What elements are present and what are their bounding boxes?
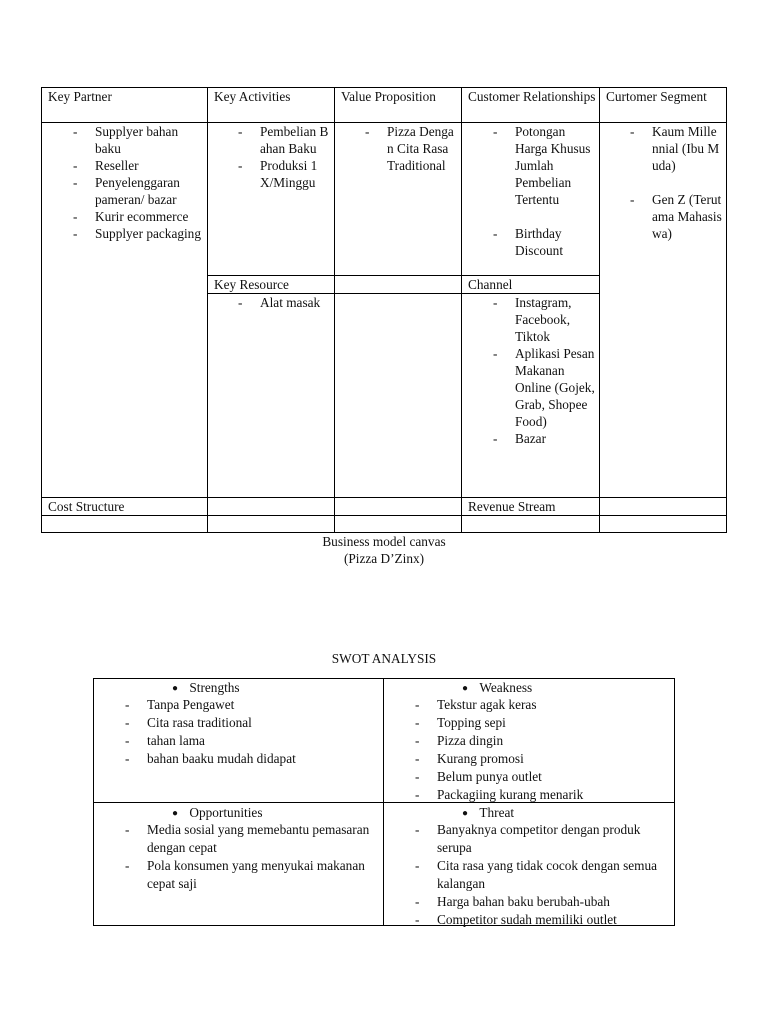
bullet-icon: ● [172, 683, 179, 694]
list-item: - Potongan Harga Khusus Jumlah Pembelian Tertentu [493, 124, 591, 207]
swot-strengths-list [125, 696, 377, 768]
list-item: - Packagiing kurang menarik [415, 787, 584, 802]
list-item: - Supplyer packaging [73, 226, 201, 241]
swot-title: SWOT ANALYSIS [331, 651, 437, 666]
bmc-caption-title: Business model canvas [322, 534, 446, 549]
header-key-activities: Key Activities [214, 89, 291, 104]
bullet-icon: ● [462, 808, 469, 819]
list-item: - Topping sepi [415, 715, 506, 730]
header-revenue-stream: Revenue Stream [468, 499, 556, 514]
header-customer-segment: Curtomer Segment [606, 89, 707, 104]
swot-opportunities-heading: ● Opportunities [172, 805, 263, 820]
list-item: - Kurang promosi [415, 751, 524, 766]
list-item: - Penyelenggaran pameran/ bazar [73, 175, 180, 207]
key-partner-list [73, 123, 203, 242]
header-customer-relationships: Customer Relationships [468, 89, 596, 104]
value-proposition-list [365, 123, 457, 174]
list-item: - Competitor sudah memiliki outlet [415, 912, 617, 927]
bmc-caption-subtitle: (Pizza D’Zinx) [343, 551, 425, 566]
list-item: - bahan baaku mudah didapat [125, 751, 296, 766]
swot-threat-heading: ● Threat [462, 805, 515, 820]
list-item: - Gen Z (Terutama Mahasiswa) [630, 192, 722, 241]
list-item: - Kaum Millennial (Ibu Muda) [630, 124, 720, 173]
list-item: - Belum punya outlet [415, 769, 542, 784]
list-item: - tahan lama [125, 733, 205, 748]
customer-relationships-list [493, 123, 595, 259]
list-item: - Kurir ecommerce [73, 209, 189, 224]
list-item: - Bazar [493, 431, 547, 446]
list-item: - Tanpa Pengawet [125, 697, 235, 712]
header-channel: Channel [468, 277, 513, 292]
swot-opportunities-list [125, 821, 372, 893]
key-activities-list [238, 123, 330, 191]
list-item: - Produksi 1X/Minggu [238, 158, 318, 190]
list-item: - Cita rasa traditional [125, 715, 252, 730]
list-item: - Media sosial yang memebantu pemasaran dengan cepat [125, 822, 370, 855]
list-item: - Pola konsumen yang menyukai makanan cepat saji [125, 858, 365, 891]
list-item: - Pizza dingin [415, 733, 504, 748]
swot-weakness-heading: ● Weakness [462, 680, 533, 695]
list-item: - Reseller [73, 158, 139, 173]
list-item: - Instagram, Facebook, Tiktok [493, 295, 572, 344]
bullet-icon: ● [172, 808, 179, 819]
customer-segment-list [630, 123, 722, 242]
list-item: - Birthday Discount [493, 226, 564, 258]
list-item: - Supplyer bahan baku [73, 124, 179, 156]
header-value-proposition: Value Proposition [341, 89, 436, 104]
list-item: - Alat masak [238, 295, 321, 310]
header-key-resource: Key Resource [214, 277, 289, 292]
header-cost-structure: Cost Structure [48, 499, 125, 514]
list-item: - Harga bahan baku berubah-ubah [415, 894, 610, 909]
channel-list [493, 294, 595, 447]
key-resource-list [238, 294, 330, 311]
list-item: - Tekstur agak keras [415, 697, 537, 712]
list-item: - Pembelian Bahan Baku [238, 124, 329, 156]
list-item: - Aplikasi Pesan Makanan Online (Gojek, Grab, Shopee Food) [493, 346, 595, 429]
header-key-partner: Key Partner [48, 89, 112, 104]
list-item: - Pizza Dengan Cita Rasa Traditional [365, 124, 454, 173]
bullet-icon: ● [462, 683, 469, 694]
list-item: - Banyaknya competitor dengan produk serupa [415, 822, 641, 855]
swot-strengths-heading: ● Strengths [172, 680, 240, 695]
list-item: - Cita rasa yang tidak cocok dengan semua kalangan [415, 858, 658, 891]
swot-threat-list [415, 821, 669, 929]
swot-weakness-list [415, 696, 669, 804]
